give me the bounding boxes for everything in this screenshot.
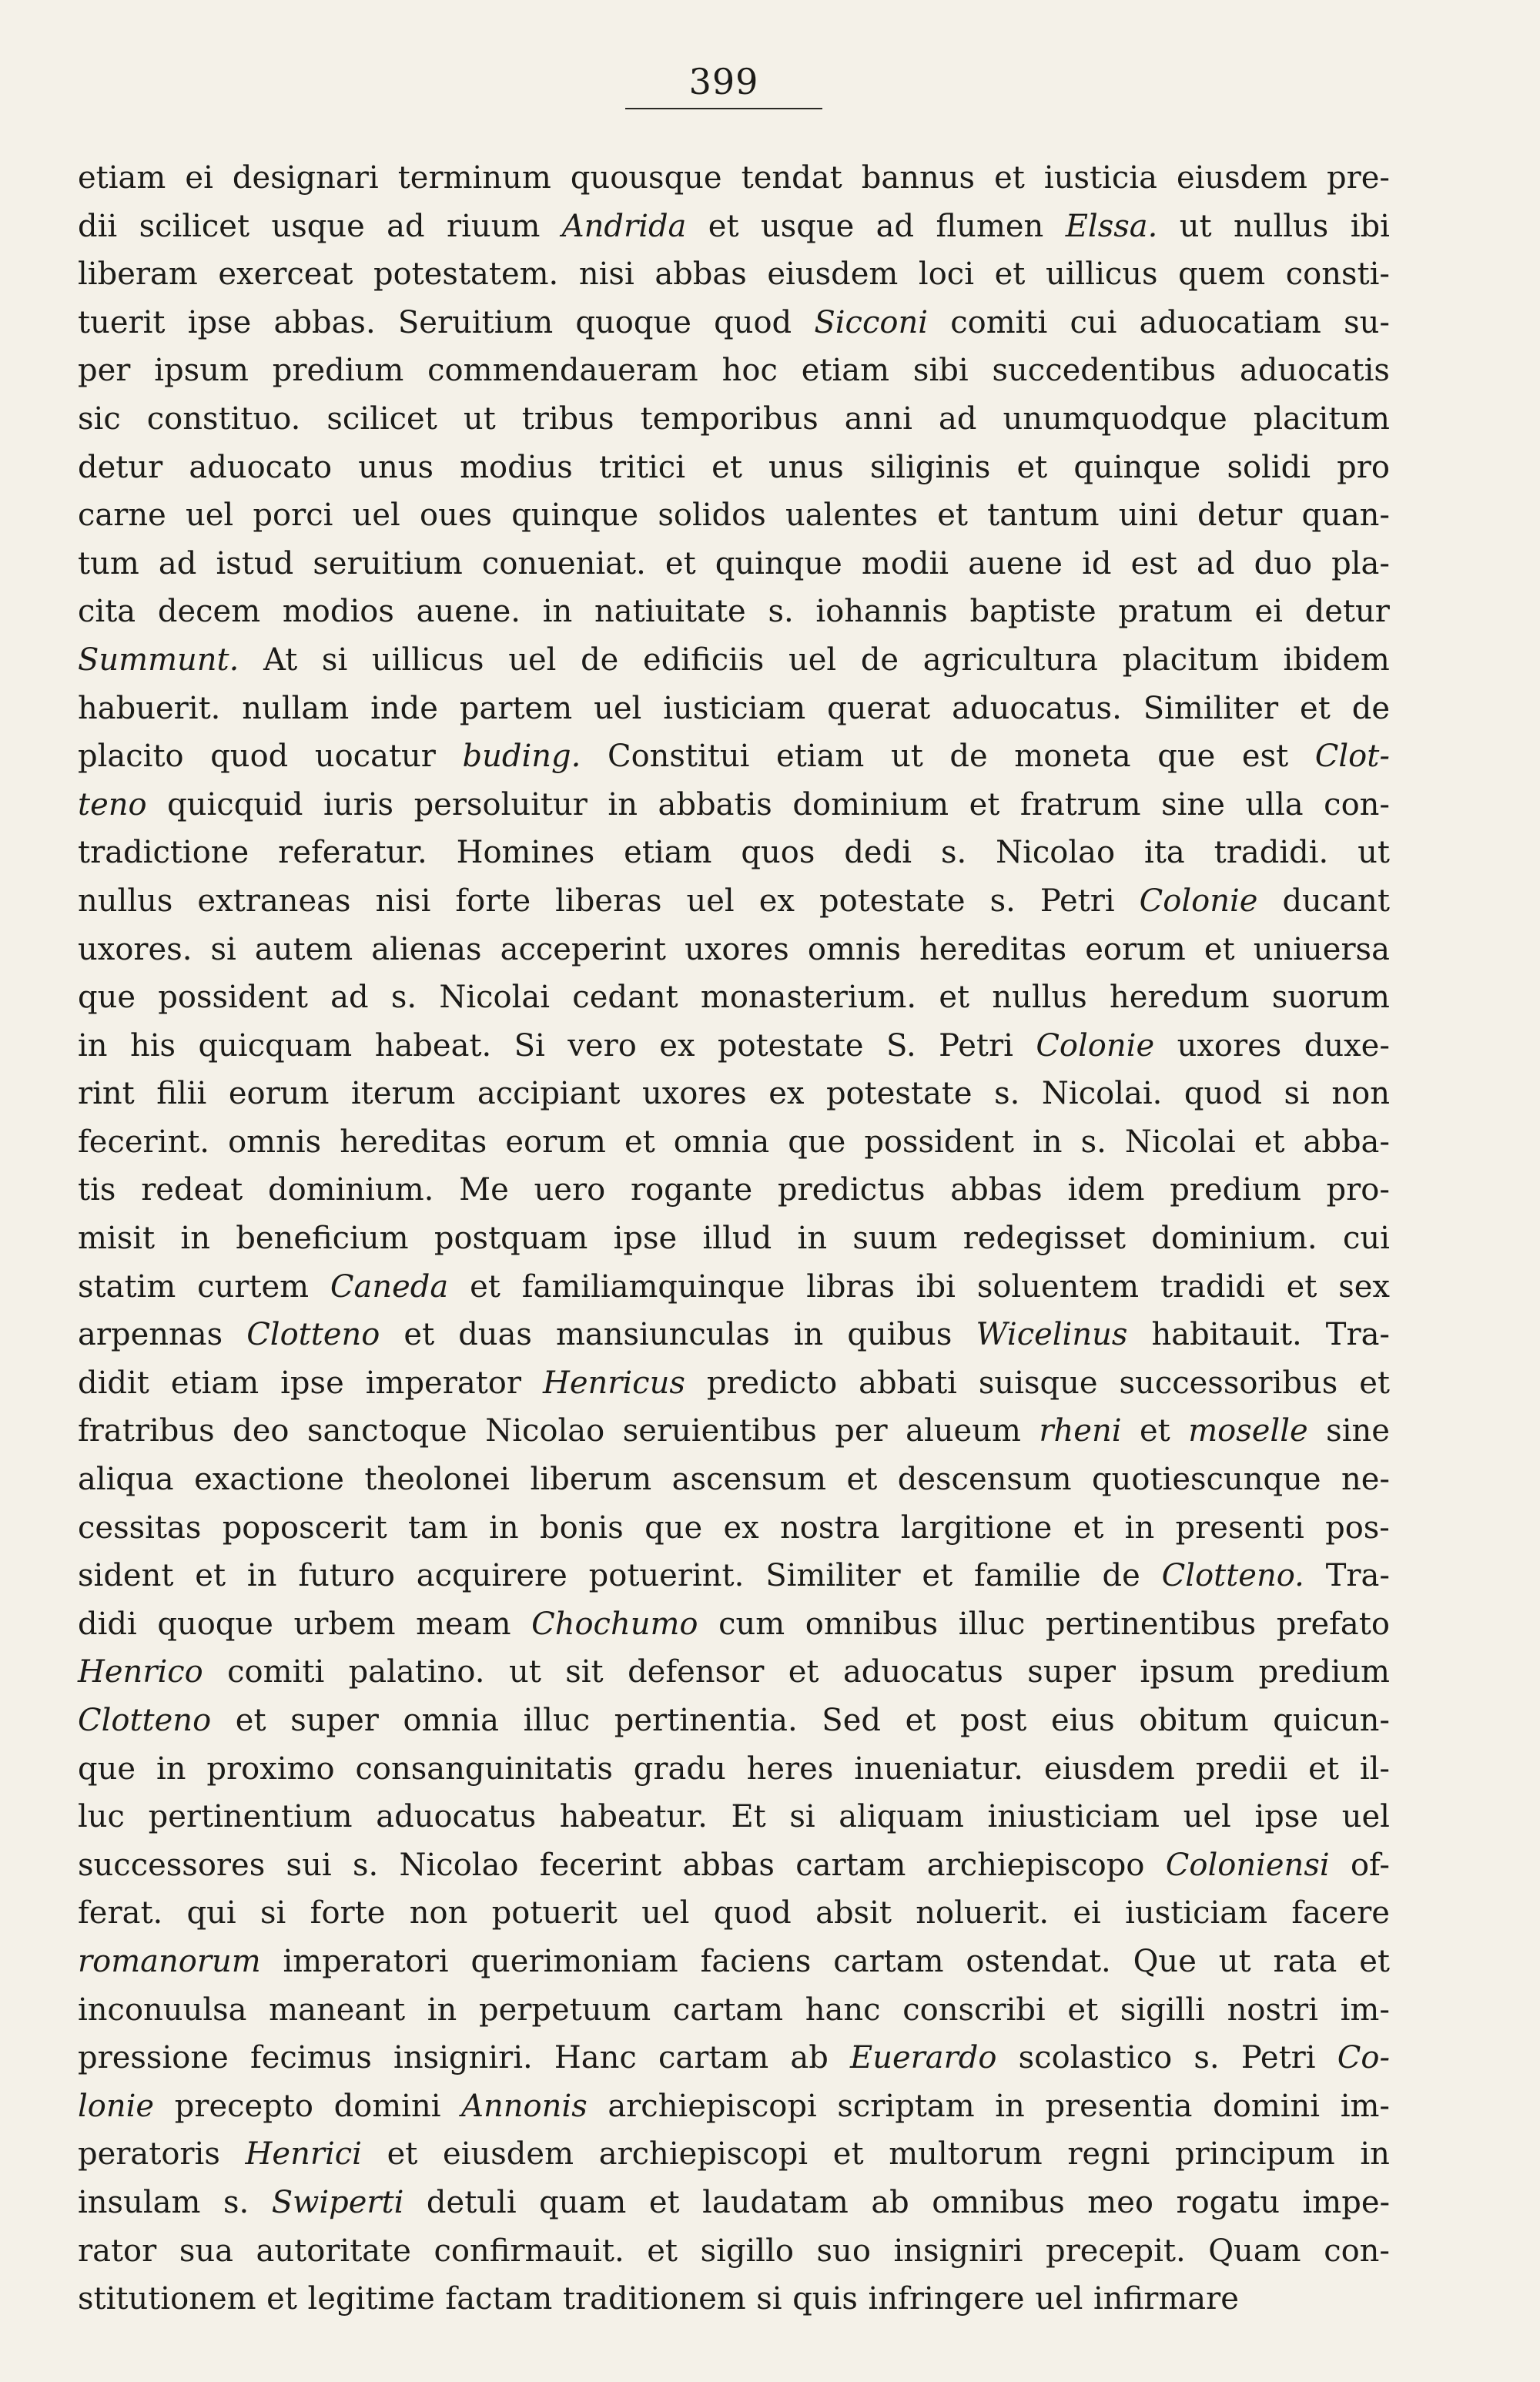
text-line: rator sua autoritate confirmauit. et sigillo suo insigniri precepit. Quam con-	[78, 2233, 1390, 2269]
text-line: Summunt. At si uillicus uel de edificiis uel de agricultura placitum ibidem	[78, 642, 1390, 678]
text-line: Henrico comiti palatino. ut sit defensor et aduocatus super ipsum predium	[78, 1654, 1390, 1690]
text-line: habuerit. nullam inde partem uel iusticiam querat aduocatus. Similiter et de	[78, 690, 1390, 726]
text-line: tradictione referatur. Homines etiam quos dedi s. Nicolao ita tradidi. ut	[78, 835, 1390, 871]
text-line: aliqua exactione theolonei liberum ascensum et descensum quotiescunque ne-	[78, 1462, 1390, 1498]
text-line: cita decem modios auene. in natiuitate s. iohannis baptiste pratum ei detur	[78, 594, 1390, 630]
text-line: tuerit ipse abbas. Seruitium quoque quod Sicconi comiti cui aduocatiam su-	[78, 304, 1390, 340]
text-line: fratribus deo sanctoque Nicolao seruientibus per alueum rheni et moselle sine	[78, 1413, 1390, 1449]
text-line: ferat. qui si forte non potuerit uel quod absit noluerit. ei iusticiam facere	[78, 1895, 1390, 1931]
text-line: romanorum imperatori querimoniam faciens cartam ostendat. Que ut rata et	[78, 1943, 1390, 1979]
text-line: que in proximo consanguinitatis gradu heres inueniatur. eiusdem predii et il-	[78, 1750, 1390, 1787]
text-line: Clotteno et super omnia illuc pertinentia. Sed et post eius obitum quicun-	[78, 1703, 1390, 1738]
page-number-rule	[625, 108, 822, 109]
body-text	[78, 154, 1390, 2323]
text-line: dii scilicet usque ad riuum Andrida et usque ad flumen Elssa. ut nullus ibi	[78, 208, 1390, 244]
text-line: sic constituo. scilicet ut tribus temporibus anni ad unumquodque placitum	[78, 400, 1390, 437]
text-line: didit etiam ipse imperator Henricus predicto abbati suisque successoribus et	[78, 1365, 1390, 1401]
text-line: teno quicquid iuris persoluitur in abbatis dominium et fratrum sine ulla con-	[78, 786, 1390, 822]
text-line: detur aduocato unus modius tritici et unus siliginis et quinque solidi pro	[78, 449, 1390, 485]
text-line: lonie precepto domini Annonis archiepiscopi scriptam in presentia domini im-	[78, 2088, 1390, 2124]
text-line: etiam ei designari terminum quousque tendat bannus et iusticia eiusdem pre-	[78, 160, 1390, 196]
text-line: fecerint. omnis hereditas eorum et omnia que possident in s. Nicolai et abba-	[78, 1124, 1390, 1160]
text-line: sident et in futuro acquirere potuerint. Similiter et familie de Clotteno. Tra-	[78, 1558, 1390, 1594]
page-number: 399	[688, 61, 759, 102]
text-line: cessitas poposcerit tam in bonis que ex nostra largitione et in presenti pos-	[78, 1509, 1390, 1546]
text-line: pressione fecimus insigniri. Hanc cartam ab Euerardo scolastico s. Petri Co-	[78, 2040, 1390, 2076]
text-line: stitutionem et legitime factam traditionem si quis infringere uel infirmare	[78, 2281, 1239, 2317]
text-line: inconuulsa maneant in perpetuum cartam hanc conscribi et sigilli nostri im-	[78, 1992, 1390, 2028]
text-line: statim curtem Caneda et familiamquinque libras ibi soluentem tradidi et sex	[78, 1268, 1390, 1305]
text-line: successores sui s. Nicolao fecerint abbas cartam archiepiscopo Coloniensi of-	[78, 1847, 1390, 1883]
text-line: carne uel porci uel oues quinque solidos ualentes et tantum uini detur quan-	[78, 498, 1390, 534]
text-line: didi quoque urbem meam Chochumo cum omnibus illuc pertinentibus prefato	[78, 1606, 1390, 1642]
text-line: que possident ad s. Nicolai cedant monasterium. et nullus heredum suorum	[78, 980, 1390, 1016]
text-line: liberam exerceat potestatem. nisi abbas eiusdem loci et uillicus quem consti-	[78, 256, 1390, 293]
text-line: misit in beneficium postquam ipse illud in suum redegisset dominium. cui	[78, 1221, 1390, 1257]
text-line: arpennas Clotteno et duas mansiunculas in quibus Wicelinus habitauit. Tra-	[78, 1317, 1390, 1353]
text-line: in his quicquam habeat. Si vero ex potestate S. Petri Colonie uxores duxe-	[78, 1027, 1390, 1064]
text-line: insulam s. Swiperti detuli quam et laudatam ab omnibus meo rogatu impe-	[78, 2184, 1390, 2220]
text-line: rint filii eorum iterum accipiant uxores ex potestate s. Nicolai. quod si non	[78, 1076, 1390, 1112]
text-line: tum ad istud seruitium conueniat. et quinque modii auene id est ad duo pla-	[78, 545, 1390, 581]
text-line: per ipsum predium commendaueram hoc etiam sibi succedentibus aduocatis	[78, 353, 1390, 389]
text-line: tis redeat dominium. Me uero rogante predictus abbas idem predium pro-	[78, 1172, 1390, 1208]
text-line: uxores. si autem alienas acceperint uxores omnis hereditas eorum et uniuersa	[78, 931, 1390, 967]
text-line: peratoris Henrici et eiusdem archiepiscopi et multorum regni principum in	[78, 2136, 1390, 2173]
text-line: luc pertinentium aduocatus habeatur. Et si aliquam iniusticiam uel ipse uel	[78, 1799, 1390, 1835]
text-line: placito quod uocatur buding. Constitui etiam ut de moneta que est Clot-	[78, 739, 1390, 775]
text-line: nullus extraneas nisi forte liberas uel ex potestate s. Petri Colonie ducant	[78, 883, 1390, 919]
